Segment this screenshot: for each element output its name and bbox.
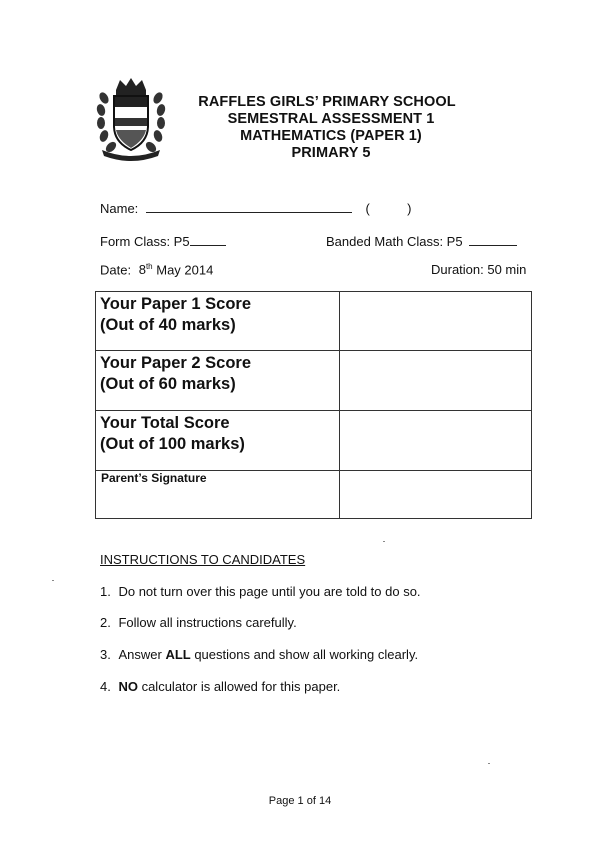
form-class-label: Form Class: P5 bbox=[100, 234, 190, 249]
date-row bbox=[100, 262, 213, 277]
score-label-paper2 bbox=[96, 351, 340, 411]
instruction-number: 2. bbox=[100, 615, 111, 630]
instruction-text: Follow all instructions carefully. bbox=[118, 615, 297, 630]
assessment-title: SEMESTRAL ASSESSMENT 1 bbox=[227, 111, 435, 127]
duration: Duration: 50 min bbox=[431, 262, 527, 277]
score-row-paper2 bbox=[96, 351, 532, 411]
instruction-text: Do not turn over this page until you are told to do so. bbox=[118, 584, 421, 599]
scan-speck bbox=[488, 763, 490, 764]
instruction-item bbox=[100, 584, 421, 599]
instruction-emphasis: ALL bbox=[165, 647, 191, 662]
instructions-title: INSTRUCTIONS TO CANDIDATES bbox=[100, 552, 306, 567]
score-table bbox=[95, 291, 532, 519]
page-number: Page 1 of 14 bbox=[268, 795, 332, 807]
score-label-line: Your Paper 1 Score bbox=[100, 295, 252, 313]
instruction-emphasis: NO bbox=[118, 679, 138, 694]
signature-cell[interactable] bbox=[340, 471, 532, 519]
score-row-total bbox=[96, 411, 532, 471]
date-day: 8 bbox=[138, 262, 146, 278]
paper-title: MATHEMATICS (PAPER 1) bbox=[240, 128, 422, 144]
score-label-line: (Out of 100 marks) bbox=[100, 435, 245, 453]
form-class-row bbox=[100, 233, 226, 249]
score-cell-paper1[interactable] bbox=[340, 292, 532, 351]
scan-speck bbox=[383, 541, 385, 542]
school-crest-icon bbox=[96, 76, 166, 162]
date-label: Date: bbox=[100, 262, 132, 278]
score-label-line: Your Paper 2 Score bbox=[100, 354, 252, 372]
instruction-number: 1. bbox=[100, 584, 111, 599]
score-label-total bbox=[96, 411, 340, 471]
score-label-line: (Out of 40 marks) bbox=[100, 316, 236, 334]
scan-speck bbox=[52, 580, 54, 581]
instruction-text: calculator is allowed for this paper. bbox=[137, 679, 341, 694]
exam-header bbox=[186, 94, 476, 162]
banded-class-label: Banded Math Class: P5 bbox=[326, 234, 463, 249]
date-rest: May 2014 bbox=[156, 262, 214, 278]
instruction-text: Answer bbox=[118, 647, 166, 662]
name-field[interactable] bbox=[146, 200, 352, 213]
score-label-line: Your Total Score bbox=[100, 414, 230, 432]
score-cell-paper2[interactable] bbox=[340, 351, 532, 411]
instruction-item bbox=[100, 647, 418, 662]
score-cell-total[interactable] bbox=[340, 411, 532, 471]
signature-row bbox=[96, 471, 532, 519]
index-paren-close: ) bbox=[407, 201, 412, 216]
name-label: Name: bbox=[100, 201, 139, 216]
instruction-number: 4. bbox=[100, 679, 111, 694]
instruction-item bbox=[100, 679, 340, 694]
level-title: PRIMARY 5 bbox=[291, 145, 371, 161]
instruction-number: 3. bbox=[100, 647, 111, 662]
score-label-paper1 bbox=[96, 292, 340, 351]
name-row bbox=[100, 200, 411, 216]
form-class-field[interactable] bbox=[190, 233, 226, 246]
school-name: RAFFLES GIRLS’ PRIMARY SCHOOL bbox=[198, 94, 456, 110]
banded-class-row bbox=[326, 233, 517, 249]
instruction-item bbox=[100, 615, 297, 630]
banded-class-field[interactable] bbox=[469, 233, 517, 246]
index-paren-open: ( bbox=[365, 201, 370, 216]
date-suffix: th bbox=[145, 262, 153, 271]
instruction-text: questions and show all working clearly. bbox=[190, 647, 419, 662]
signature-label: Parent’s Signature bbox=[96, 471, 340, 519]
score-label-line: (Out of 60 marks) bbox=[100, 375, 236, 393]
score-row-paper1 bbox=[96, 292, 532, 351]
